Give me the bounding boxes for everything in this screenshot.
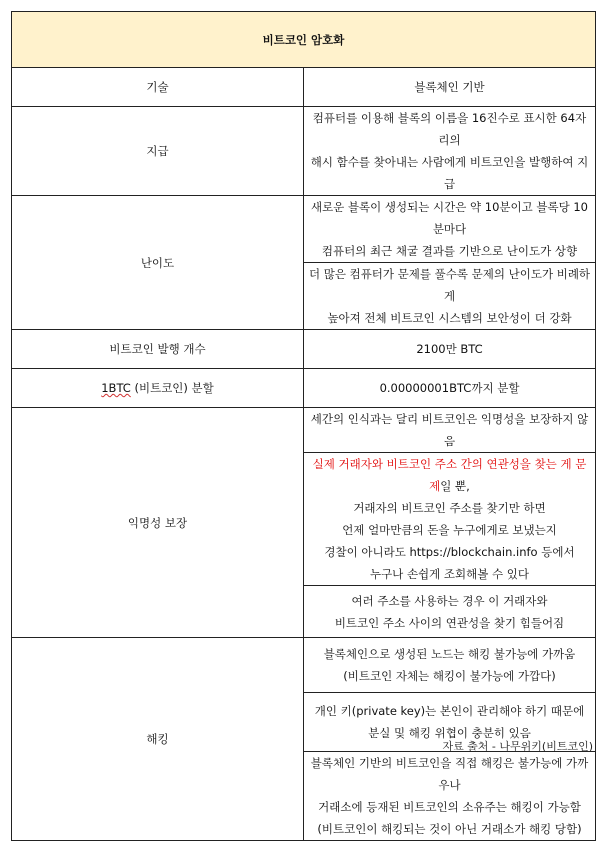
table-row: [12, 408, 596, 453]
difficulty-cell-1: [304, 196, 596, 263]
hacking-cell-1: [304, 638, 596, 693]
title-row: [12, 12, 596, 68]
anonymity-first-line: [308, 453, 591, 497]
row-label-hacking: 해킹: [12, 638, 304, 841]
difficulty-line: 컴퓨터의 최근 채굴 결과를 기반으로 난이도가 상향: [321, 244, 578, 258]
anonymity-line: 누구나 손쉽게 조회해볼 수 있다: [369, 567, 530, 581]
anonymity-highlight: 실제 거래자와 비트코인 주소 간의 연관성을 찾는 게 문제: [312, 457, 587, 493]
anonymity-line: 거래자의 비트코인 주소를 찾기만 하면: [353, 501, 546, 515]
row-label-anonymity: 익명성 보장: [12, 408, 304, 638]
table-row: [12, 638, 596, 693]
payment-line: 해시 함수를 찾아내는 사람에게 비트코인을 발행하여 지급: [310, 155, 589, 191]
anonymity-line: 경찰이 아니라도 https://blockchain.info 등에서: [324, 545, 575, 559]
anonymity-cell-3: [304, 586, 596, 638]
split-label-text: (비트코인) 분할: [130, 381, 214, 395]
anonymity-line: 비트코인 주소 사이의 연관성을 찾기 힘들어짐: [334, 615, 565, 630]
row-label-difficulty: 난이도: [12, 196, 304, 330]
difficulty-line: 높아져 전체 비트코인 시스템의 보안성이 더 강화: [327, 311, 572, 325]
split-value: 0.00000001BTC까지 분할: [304, 369, 596, 408]
anonymity-cell-2: [304, 453, 596, 586]
hacking-line: 거래소에 등재된 비트코인의 소유주는 해킹이 가능함: [318, 800, 581, 814]
table-title: 비트코인 암호화: [12, 12, 596, 68]
anonymity-cell-1: 세간의 인식과는 달리 비트코인은 익명성을 보장하지 않음: [304, 408, 596, 453]
hacking-line: 분실 및 해킹 위협이 충분히 있음: [368, 726, 531, 740]
table-row: [12, 330, 596, 369]
row-label-tech: 기술: [12, 68, 304, 107]
table-row: [12, 68, 596, 107]
difficulty-line: 새로운 블록이 생성되는 시간은 약 10분이고 블록당 10분마다: [310, 200, 589, 236]
table-row: [12, 107, 596, 196]
anonymity-tail: 일 뿐,: [440, 479, 470, 493]
hacking-line: (비트코인 자체는 해킹이 불가능에 가깝다): [343, 669, 556, 683]
payment-line: 컴퓨터를 이용해 블록의 이름을 16진수로 표시한 64자리의: [312, 111, 587, 147]
split-label-unit: 1BTC: [101, 381, 131, 395]
anonymity-line: 언제 얼마만큼의 돈을 누구에게로 보냈는지: [342, 523, 557, 537]
hacking-line: 개인 키(private key)는 본인이 관리해야 하기 때문에: [314, 704, 585, 718]
row-label-split: [12, 369, 304, 408]
row-label-issuance: 비트코인 발행 개수: [12, 330, 304, 369]
hacking-line: 블록체인 기반의 비트코인을 직접 해킹은 불가능에 가까우나: [310, 756, 589, 792]
row-label-payment: 지급: [12, 107, 304, 196]
issuance-value: 2100만 BTC: [304, 330, 596, 369]
bitcoin-info-table: [11, 11, 596, 841]
table-row: [12, 369, 596, 408]
difficulty-cell-2: [304, 263, 596, 330]
anonymity-line: 여러 주소를 사용하는 경우 이 거래자와: [351, 593, 548, 608]
table-row: [12, 196, 596, 263]
source-caption: 자료 출처 - 나무위키(비트코인): [442, 740, 593, 753]
hacking-line: (비트코인이 해킹되는 것이 아닌 거래소가 해킹 당함): [317, 822, 582, 836]
difficulty-line: 더 많은 컴퓨터가 문제를 풀수록 문제의 난이도가 비례하게: [308, 267, 591, 303]
tech-value: 블록체인 기반: [304, 68, 596, 107]
payment-value: [304, 107, 596, 196]
hacking-line: 블록체인으로 생성된 노드는 해킹 불가능에 가까움: [323, 647, 576, 661]
